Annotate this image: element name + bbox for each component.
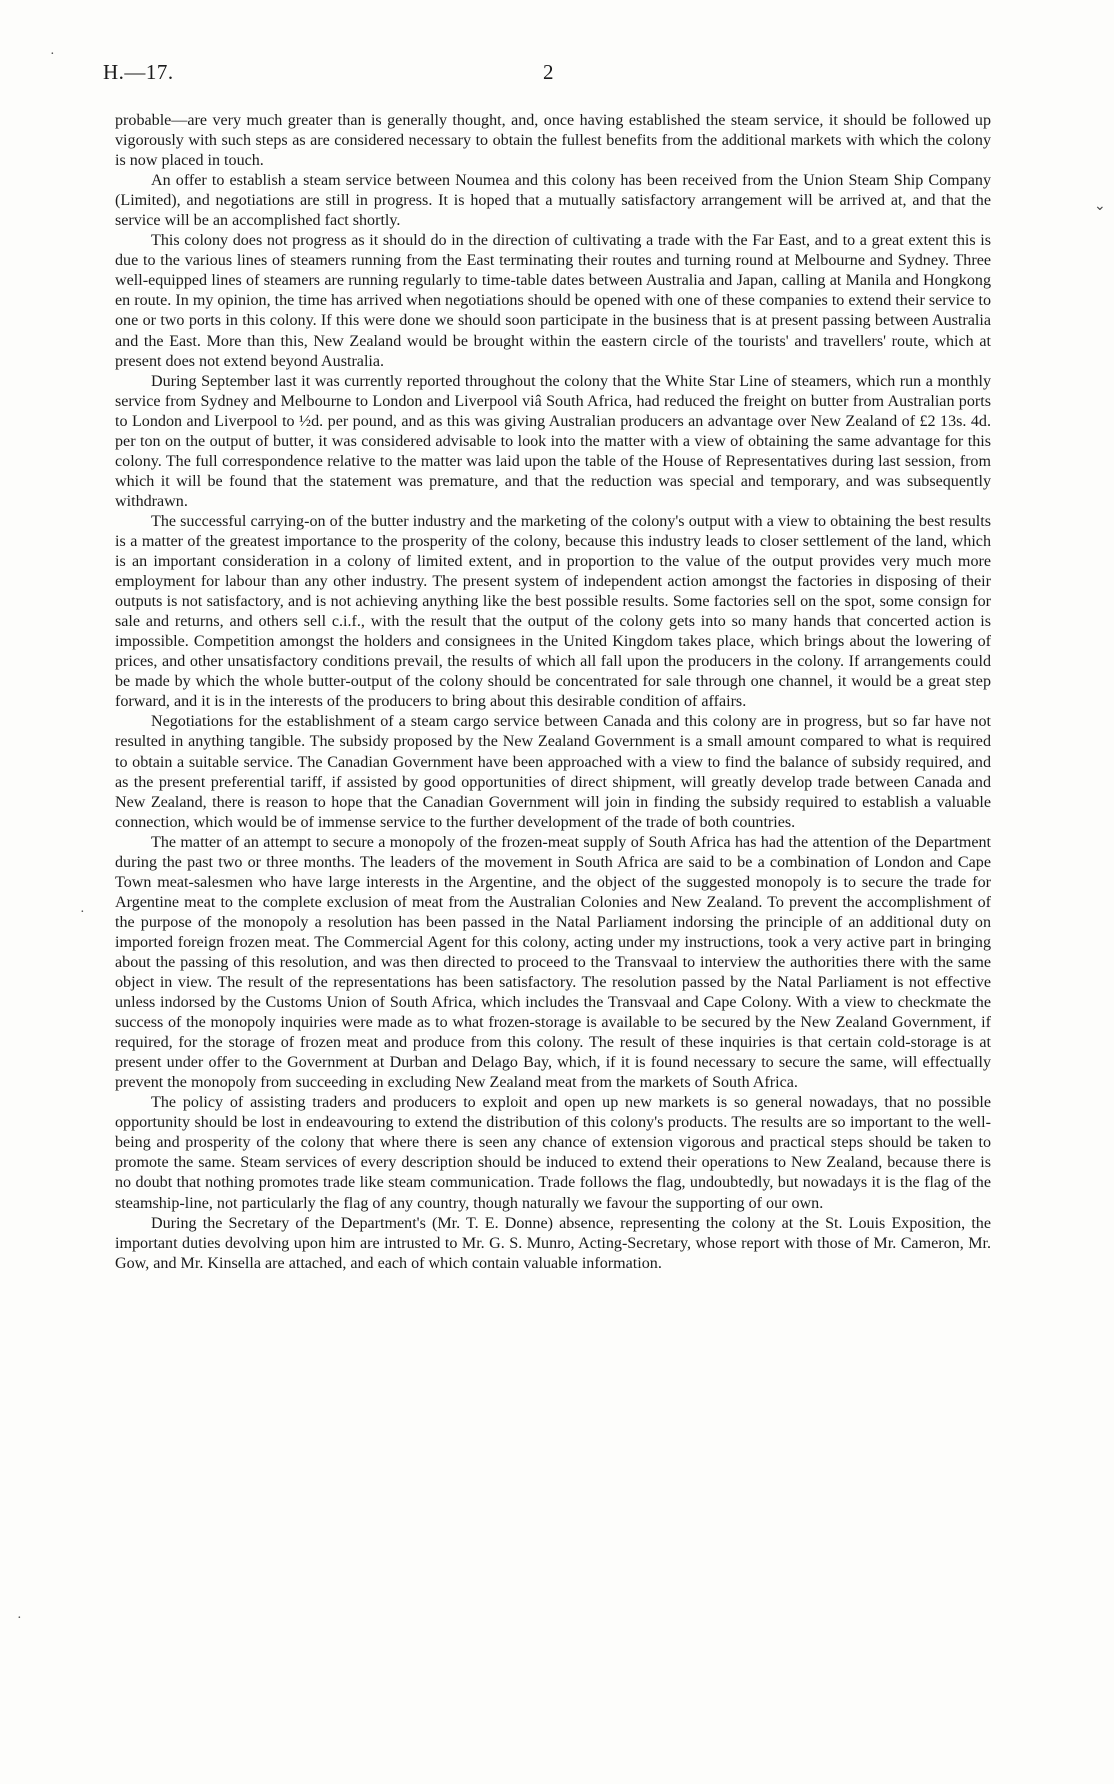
paragraph-far-east-trade: This colony does not progress as it should do in the direction of cultivating a trade with the Far East, and to a great extent this is due to the various lines of steamers running from the East terminating their routes and turning round at Melbourne and Sydney. Three well-equipped lines of steamers are running regularly to time-table dates between Australia and Japan, calling at Manila and Hongkong en route. In my opinion, the time has arrived when negotiations should be opened with one of these companies to extend their service to one or two ports in this colony. If this were done we should soon participate in the business that is at present passing between Australia and the East. More than this, New Zealand would be brought within the eastern circle of the tourists' and travellers' route, which at present does not extend beyond Australia. <box>115 232 991 370</box>
document-body <box>115 111 991 1274</box>
scan-speck-mark: · <box>50 47 55 62</box>
page-number: 2 <box>543 60 554 84</box>
paragraph-butter-industry: The successful carrying-on of the butter industry and the marketing of the colony's output with a view to obtaining the best results is a matter of the greatest importance to the prosperity of the colony, because this industry leads to closer settlement of the land, which is an important consideration in a colony of limited extent, and in proportion to the value of the output provides very much more employment for labour than any other industry. The present system of independent action amongst the factories in disposing of their outputs is not satisfactory, and is not achieving anything like the best possible results. Some factories sell on the spot, some consign for sale and returns, and others sell c.i.f., with the result that the output of the colony gets into so many hands that concerted action is impossible. Competition amongst the holders and consignees in the United Kingdom takes place, which brings about the lowering of prices, and other unsatisfactory conditions prevail, the results of which all fall upon the producers in the colony. If arrangements could be made by which the whole butter-output of the colony should be concentrated for sale through one channel, it would be a great step forward, and it is in the interests of the producers to bring about this desirable condition of affairs. <box>115 512 991 711</box>
paragraph-canada-cargo-service: Negotiations for the establishment of a steam cargo service between Canada and this colony are in progress, but so far have not resulted in anything tangible. The subsidy proposed by the New Zealand Government is a small amount compared to what is required to obtain a suitable service. The Canadian Government have been approached with a view to find the balance of subsidy required, and as the present preferential tariff, if assisted by good opportunities of direct shipment, will greatly develop trade between Canada and New Zealand, there is reason to hope that the Canadian Government will join in finding the subsidy required to establish a valuable connection, which would be of immense service to the further development of the trade of both countries. <box>115 713 991 831</box>
document-reference: H.—17. <box>103 60 174 84</box>
scan-speck-mark: · <box>17 1611 22 1626</box>
paragraph-continuation: probable—are very much greater than is generally thought, and, once having established the steam service, it should be followed up vigorously with such steps as are considered necessary to obtain the fullest benefits from the additional markets with which the colony is now placed in touch. <box>115 112 991 170</box>
margin-arrow-mark: ⌄ <box>1094 199 1106 214</box>
paragraph-noumea-steam-service: An offer to establish a steam service between Noumea and this colony has been received from the Union Steam Ship Company (Limited), and negotiations are still in progress. It is hoped that a mutually satisfactory arrangement will be arrived at, and that the service will be an accomplished fact shortly. <box>115 172 991 230</box>
paragraph-secretary-absence: During the Secretary of the Department's (Mr. T. E. Donne) absence, representing the colony at the St. Louis Exposition, the important duties devolving upon him are intrusted to Mr. G. S. Munro, Acting-Secretary, whose report with those of Mr. Cameron, Mr. Gow, and Mr. Kinsella are attached, and each of which contain valuable information. <box>115 1214 991 1272</box>
paragraph-south-africa-monopoly: The matter of an attempt to secure a monopoly of the frozen-meat supply of South Africa has had the attention of the Department during the past two or three months. The leaders of the movement in South Africa are said to be a combination of London and Cape Town meat-salesmen who have large interests in the Argentine, and the object of the suggested monopoly is to secure the trade for Argentine meat to the complete exclusion of meat from the Australian Colonies and New Zealand. To prevent the accomplishment of the purpose of the monopoly a resolution has been passed in the Natal Parliament indorsing the principle of an additional duty on imported foreign frozen meat. The Commercial Agent for this colony, acting under my instructions, took a very active part in bringing about the passing of this resolution, and was then directed to proceed to the Transvaal to interview the authorities there with the same object in view. The result of the representations has been satisfactory. The resolution passed by the Natal Parliament is not effective unless indorsed by the Customs Union of South Africa, which includes the Transvaal and Cape Colony. With a view to checkmate the success of the monopoly inquiries were made as to what frozen-storage is available to be secured by the New Zealand Government, if required, for the storage of frozen meat and produce from this colony. The result of these inquiries is that certain cold-storage is at present under offer to the Government at Durban and Delago Bay, which, if it is found necessary to secure the same, will effectually prevent the monopoly from succeeding in excluding New Zealand meat from the markets of South Africa. <box>115 833 991 1092</box>
page-header <box>100 60 992 92</box>
scan-speck-mark: · <box>80 905 85 920</box>
paragraph-white-star-line: During September last it was currently reported throughout the colony that the White Star Line of steamers, which run a monthly service from Sydney and Melbourne to London and Liverpool viâ South Africa, had reduced the freight on butter from Australian ports to London and Liverpool to ½d. per pound, and as this was giving Australian producers an advantage over New Zealand of £2 13s. 4d. per ton on the output of butter, it was considered advisable to look into the matter with a view of obtaining the same advantage for this colony. The full correspondence relative to the matter was laid upon the table of the House of Representatives during last session, from which it will be found that the statement was premature, and that the reduction was special and temporary, and was subsequently withdrawn. <box>115 372 991 510</box>
paragraph-new-markets-policy: The policy of assisting traders and producers to exploit and open up new markets is so general nowadays, that no possible opportunity should be lost in endeavouring to extend the distribution of this colony's products. The results are so important to the well-being and prosperity of the colony that where there is seen any chance of extension vigorous and practical steps should be taken to promote the same. Steam services of every description should be induced to extend their operations to New Zealand, because there is no doubt that nothing promotes trade like steam communication. Trade follows the flag, undoubtedly, but nowadays it is the flag of the steamship-line, not particularly the flag of any country, though naturally we favour the supporting of our own. <box>115 1094 991 1212</box>
